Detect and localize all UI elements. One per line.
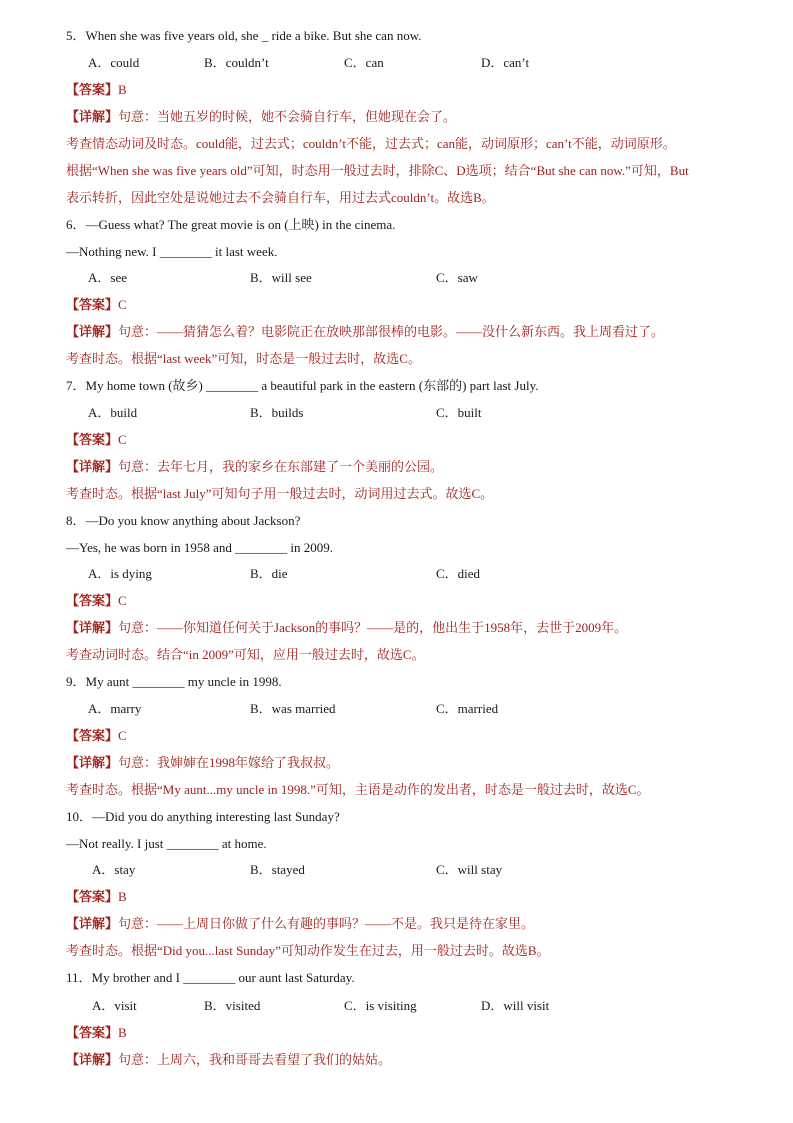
option-a: A．visit: [92, 998, 137, 1013]
question-9-answer: 【答案】C: [66, 728, 127, 743]
question-5-answer: 【答案】B: [66, 82, 127, 97]
question-7-stem: 7．My home town (故乡) ________ a beautiful park in the eastern (东部的) part last July.: [66, 378, 539, 393]
option-a: A．build: [88, 405, 138, 420]
question-10-detail-line-1: 【详解】句意：——上周日你做了什么有趣的事吗？——不是。我只是待在家里。: [66, 916, 535, 931]
question-8-detail-line-2: 考查动词时态。结合“in 2009”可知，应用一般过去时，故选C。: [66, 647, 425, 662]
option-b: B．die: [250, 566, 288, 581]
question-6-stem-line-2: —Nothing new. I ________ it last week.: [66, 244, 278, 259]
question-9-detail-line-1: 【详解】句意：我婶婶在1998年嫁给了我叔叔。: [66, 755, 340, 770]
option-a: A．could: [88, 55, 140, 70]
question-8-detail-line-1: 【详解】句意：——你知道任何关于Jackson的事吗？——是的，他出生于1958年，去世于2009年。: [66, 620, 628, 635]
question-8-stem-line-1: 8．—Do you know anything about Jackson?: [66, 513, 301, 528]
question-11-stem: 11．My brother and I ________ our aunt last Saturday.: [66, 970, 355, 985]
question-8-answer: 【答案】C: [66, 593, 127, 608]
question-5-detail-line-2: 考查情态动词及时态。could能，过去式；couldn’t不能，过去式；can能，动词原形；can’t不能，动词原形。: [66, 136, 676, 151]
option-c: C．built: [436, 405, 482, 420]
option-c: C．saw: [436, 270, 478, 285]
question-6-detail-line-1: 【详解】句意：——猜猜怎么着？电影院正在放映那部很棒的电影。——没什么新东西。我上周看过了。: [66, 324, 665, 339]
question-10-stem-line-1: 10．—Did you do anything interesting last Sunday?: [66, 809, 340, 824]
question-5-detail-line-1: 【详解】句意：当她五岁的时候，她不会骑自行车，但她现在会了。: [66, 109, 457, 124]
question-7-answer: 【答案】C: [66, 432, 127, 447]
option-c: C．is visiting: [344, 998, 417, 1013]
option-b: B．builds: [250, 405, 304, 420]
question-9-stem: 9．My aunt ________ my uncle in 1998.: [66, 674, 282, 689]
option-b: B．was married: [250, 701, 336, 716]
option-a: A．stay: [92, 862, 136, 877]
option-b: B．visited: [204, 998, 261, 1013]
question-11-detail-line-1: 【详解】句意：上周六，我和哥哥去看望了我们的姑姑。: [66, 1052, 392, 1067]
question-6-stem-line-1: 6．—Guess what? The great movie is on (上映) in the cinema.: [66, 217, 396, 232]
option-b: B．stayed: [250, 862, 305, 877]
option-c: C．married: [436, 701, 499, 716]
option-a: A．see: [88, 270, 127, 285]
question-5-detail-line-4: 表示转折，因此空处是说她过去不会骑自行车，用过去式couldn’t。故选B。: [66, 190, 495, 205]
question-5-stem: 5．When she was five years old, she _ ride a bike. But she can now.: [66, 28, 422, 43]
question-10-answer: 【答案】B: [66, 889, 127, 904]
question-10-stem-line-2: —Not really. I just ________ at home.: [66, 836, 267, 851]
question-7-detail-line-2: 考查时态。根据“last July”可知句子用一般过去时，动词用过去式。故选C。: [66, 486, 494, 501]
option-c: C．died: [436, 566, 481, 581]
question-11-answer: 【答案】B: [66, 1025, 127, 1040]
option-a: A．is dying: [88, 566, 152, 581]
question-6-answer: 【答案】C: [66, 297, 127, 312]
option-c: C．can: [344, 55, 384, 70]
option-c: C．will stay: [436, 862, 503, 877]
question-6-detail-line-2: 考查时态。根据“last week”可知，时态是一般过去时，故选C。: [66, 351, 421, 366]
option-a: A．marry: [88, 701, 142, 716]
option-d: D．will visit: [481, 998, 550, 1013]
option-d: D．can’t: [481, 55, 530, 70]
question-10-detail-line-2: 考查时态。根据“Did you...last Sunday”可知动作发生在过去，用一般过去时。故选B。: [66, 943, 550, 958]
question-5-detail-line-3: 根据“When she was five years old”可知，时态用一般过去时，排除C、D选项；结合“But she can now.”可知，But: [66, 163, 689, 178]
option-b: B．couldn’t: [204, 55, 269, 70]
question-9-detail-line-2: 考查时态。根据“My aunt...my uncle in 1998.”可知，主语是动作的发出者，时态是一般过去时，故选C。: [66, 782, 650, 797]
option-b: B．will see: [250, 270, 312, 285]
question-8-stem-line-2: —Yes, he was born in 1958 and ________ in 2009.: [66, 540, 333, 555]
question-7-detail-line-1: 【详解】句意：去年七月，我的家乡在东部建了一个美丽的公园。: [66, 459, 444, 474]
